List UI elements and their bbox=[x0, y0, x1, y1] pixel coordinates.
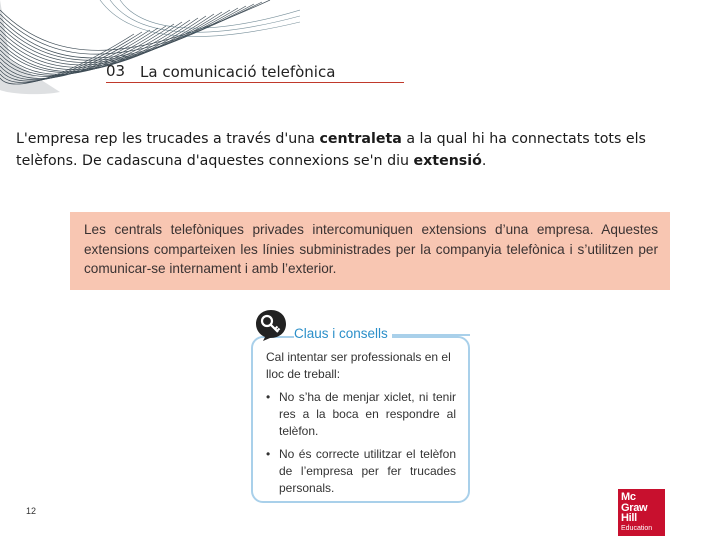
decorative-wave-graphic bbox=[0, 0, 300, 100]
page-number: 12 bbox=[26, 506, 37, 516]
info-box bbox=[70, 212, 670, 290]
key-icon bbox=[254, 308, 288, 342]
chapter-number: 03 bbox=[106, 62, 126, 80]
chapter-title: La comunicació telefònica bbox=[140, 63, 336, 81]
tips-list bbox=[266, 389, 456, 497]
logo-line: Education bbox=[621, 524, 653, 532]
logo-line: Hill bbox=[621, 512, 637, 524]
tips-content bbox=[266, 349, 456, 503]
term-centraleta: centraleta bbox=[319, 131, 402, 147]
info-box-text: Les centrals telefòniques privades intercomuniquen extensions d’una empresa. Aquestes extensions comparteixen les línies subministrades per la companyia telefònica i s’utilitzen per comunicar-se internament i amb l’exterior. bbox=[84, 222, 658, 276]
tips-list-item bbox=[266, 389, 456, 440]
bullet-icon: • bbox=[266, 390, 271, 404]
intro-text-3: . bbox=[481, 153, 487, 169]
chapter-header bbox=[106, 60, 406, 84]
tips-item-text: No s’ha de menjar xiclet, ni tenir res a la boca en respondre al telèfon. bbox=[279, 390, 456, 438]
intro-text-2: a la qual hi ha connectats tots els telèfons. De cadascuna d'aquestes connexions se'n diu bbox=[16, 131, 646, 169]
logo-line: Mc bbox=[621, 491, 636, 503]
term-extensio: extensió bbox=[413, 153, 482, 169]
publisher-logo bbox=[618, 489, 665, 536]
tips-list-item bbox=[266, 446, 456, 497]
tips-item-text: No és correcte utilitzar el telèfon de l’empresa per fer trucades personals. bbox=[279, 447, 456, 495]
bullet-icon: • bbox=[266, 447, 271, 461]
logo-line: Graw bbox=[621, 501, 648, 514]
intro-paragraph bbox=[16, 128, 706, 172]
tips-title: Claus i consells bbox=[294, 326, 392, 341]
chapter-title-underline bbox=[106, 82, 404, 83]
tips-intro: Cal intentar ser professionals en el lloc de treball: bbox=[266, 350, 451, 381]
intro-text-1: L'empresa rep les trucades a través d'una bbox=[16, 131, 320, 147]
